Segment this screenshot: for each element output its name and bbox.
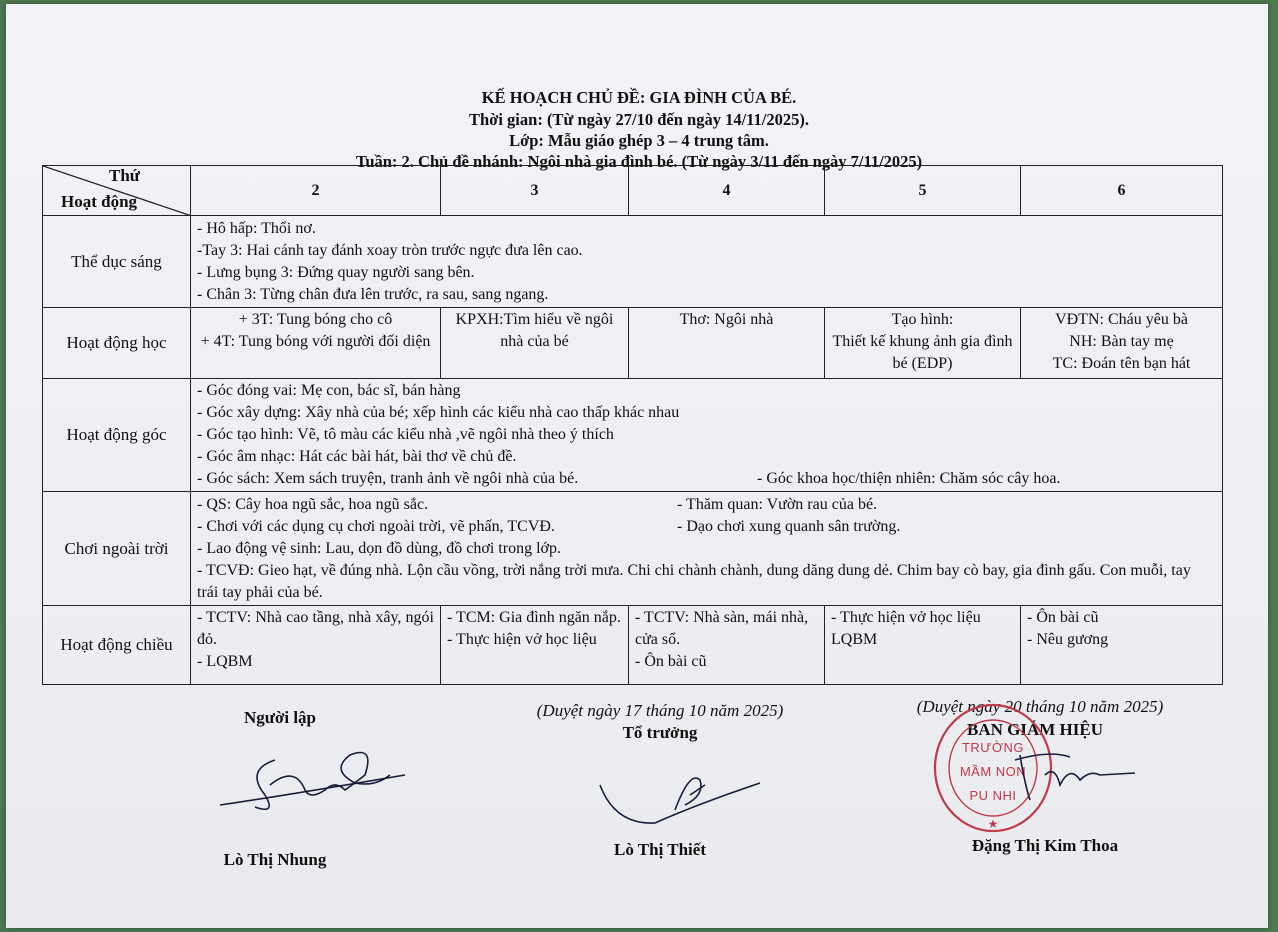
outdoor-content bbox=[191, 492, 1223, 606]
learning-day-4 bbox=[629, 308, 825, 379]
group-leader-title: Tổ trưởng bbox=[622, 723, 698, 742]
day-3-header: 3 bbox=[441, 166, 629, 216]
corner-day-label: Thứ bbox=[109, 166, 140, 185]
afternoon-day-6-line-1: - Ôn bài cũ bbox=[1027, 609, 1099, 627]
corner-books: - Góc sách: Xem sách truyện, tranh ảnh về ngôi nhà của bé. bbox=[197, 470, 579, 488]
afternoon-label: Hoạt động chiều bbox=[43, 606, 191, 685]
learning-day-4-line-1: Thơ: Ngôi nhà bbox=[679, 311, 774, 329]
learning-day-5-line-2: Thiết kế khung ảnh gia đình bé (EDP) bbox=[832, 333, 1013, 373]
corner-activity-content bbox=[191, 378, 1223, 492]
afternoon-day-5 bbox=[825, 606, 1021, 685]
day-2-header: 2 bbox=[191, 166, 441, 216]
morning-exercise-label: Thể dục sáng bbox=[43, 216, 191, 308]
learning-day-3-line-1: KPXH:Tìm hiểu về ngôi nhà của bé bbox=[455, 311, 614, 351]
learning-day-6-line-1: VĐTN: Cháu yêu bà bbox=[1055, 311, 1188, 329]
board-signature bbox=[1000, 745, 1140, 805]
morning-line-3: - Lưng bụng 3: Đứng quay người sang bên. bbox=[197, 263, 475, 281]
header-row bbox=[43, 166, 1223, 216]
outdoor-line-1 bbox=[197, 494, 1216, 516]
afternoon-day-4-line-1: - TCTV: Nhà sàn, mái nhà, cửa sổ. bbox=[635, 609, 809, 649]
afternoon-day-6 bbox=[1021, 606, 1223, 685]
learning-day-6-line-2: NH: Bàn tay mẹ bbox=[1069, 333, 1174, 351]
corner-line-2: - Góc xây dựng: Xây nhà của bé; xếp hình các kiểu nhà cao thấp khác nhau bbox=[197, 404, 680, 422]
outdoor-line-2 bbox=[197, 516, 1216, 538]
corner-cell bbox=[43, 166, 191, 216]
author-name: Lò Thị Nhung bbox=[223, 850, 327, 869]
corner-line-4: - Góc âm nhạc: Hát các bài hát, bài thơ về chủ đề. bbox=[197, 448, 517, 466]
morning-line-4: - Chân 3: Từng chân đưa lên trước, ra sau, sang ngang. bbox=[197, 285, 549, 303]
learning-row bbox=[43, 308, 1223, 379]
corner-line-1: - Góc đóng vai: Mẹ con, bác sĩ, bán hàng bbox=[197, 382, 461, 400]
afternoon-day-3-line-1: - TCM: Gia đình ngăn nắp. bbox=[447, 609, 621, 627]
stamp-line-3: PU NHI bbox=[969, 788, 1017, 803]
corner-activity-row bbox=[43, 378, 1223, 492]
learning-label: Hoạt động học bbox=[43, 308, 191, 379]
day-6-header: 6 bbox=[1021, 166, 1223, 216]
board-title: BAN GIÁM HIỆU bbox=[966, 720, 1103, 739]
board-approval-date: (Duyệt ngày 20 tháng 10 năm 2025) bbox=[916, 697, 1164, 716]
learning-day-6-line-3: TC: Đoán tên bạn hát bbox=[1052, 355, 1191, 373]
afternoon-day-5-line-1: - Thực hiện vở học liệu LQBM bbox=[831, 609, 981, 649]
document-title: KẾ HOẠCH CHỦ ĐỀ: GIA ĐÌNH CỦA BÉ. bbox=[481, 88, 797, 107]
week-info: Tuần: 2. Chủ đề nhánh: Ngôi nhà gia đình bé. (Từ ngày 3/11 đến ngày 7/11/2025) bbox=[355, 152, 923, 171]
author-title: Người lập bbox=[243, 708, 317, 727]
outdoor-visit: - Thăm quan: Vườn rau của bé. bbox=[677, 495, 878, 513]
learning-day-2-line-2: + 4T: Tung bóng với người đối diện bbox=[200, 333, 431, 351]
afternoon-day-4-line-2: - Ôn bài cũ bbox=[635, 653, 707, 671]
outdoor-line-4: - TCVĐ: Gieo hạt, về đúng nhà. Lộn cầu vồng, trời nắng trời mưa. Chi chi chành chành, dung dăng dung dẻ. Chim bay cò bay, gia đình gấu. Con muỗi, tay trái tay phải của bé. bbox=[197, 561, 1191, 601]
outdoor-label: Chơi ngoài trời bbox=[43, 492, 191, 606]
learning-day-6 bbox=[1021, 308, 1223, 379]
group-leader-signature bbox=[595, 765, 765, 835]
group-approval-date: (Duyệt ngày 17 tháng 10 năm 2025) bbox=[536, 701, 784, 720]
corner-line-3: - Góc tạo hình: Vẽ, tô màu các kiểu nhà ,vẽ ngôi nhà theo ý thích bbox=[197, 426, 614, 444]
learning-day-2-line-1: + 3T: Tung bóng cho cô bbox=[238, 311, 393, 329]
outdoor-line-3: - Lao động vệ sinh: Lau, dọn đồ dùng, đồ chơi trong lớp. bbox=[197, 539, 561, 557]
learning-day-2 bbox=[191, 308, 441, 379]
morning-line-2: -Tay 3: Hai cánh tay đánh xoay tròn trước ngực đưa lên cao. bbox=[197, 241, 583, 259]
day-4-header: 4 bbox=[629, 166, 825, 216]
afternoon-day-2-line-1: - TCTV: Nhà cao tầng, nhà xây, ngói đỏ. bbox=[197, 609, 434, 649]
time-range: Thời gian: (Từ ngày 27/10 đến ngày 14/11/2025). bbox=[469, 110, 809, 129]
outdoor-walk: - Dạo chơi xung quanh sân trường. bbox=[677, 517, 901, 535]
plan-table bbox=[42, 165, 1223, 685]
afternoon-day-2 bbox=[191, 606, 441, 685]
learning-day-5 bbox=[825, 308, 1021, 379]
corner-science: - Góc khoa học/thiện nhiên: Chăm sóc cây hoa. bbox=[757, 470, 1061, 488]
learning-day-3 bbox=[441, 308, 629, 379]
outdoor-observe: - QS: Cây hoa ngũ sắc, hoa ngũ sắc. bbox=[197, 495, 429, 513]
class-info: Lớp: Mẫu giáo ghép 3 – 4 trung tâm. bbox=[509, 131, 769, 150]
board-name: Đặng Thị Kim Thoa bbox=[971, 836, 1119, 855]
author-signature bbox=[215, 735, 415, 820]
afternoon-day-4 bbox=[629, 606, 825, 685]
outdoor-row bbox=[43, 492, 1223, 606]
afternoon-day-2-line-2: - LQBM bbox=[197, 653, 253, 671]
stamp-line-2: MẦM NON bbox=[959, 764, 1027, 779]
morning-line-1: - Hô hấp: Thổi nơ. bbox=[197, 219, 316, 237]
corner-activity-label: Hoạt động góc bbox=[43, 378, 191, 492]
afternoon-row bbox=[43, 606, 1223, 685]
corner-line-5 bbox=[197, 468, 1216, 490]
morning-exercise-row bbox=[43, 216, 1223, 308]
afternoon-day-3 bbox=[441, 606, 629, 685]
afternoon-day-3-line-2: - Thực hiện vở học liệu bbox=[447, 631, 597, 649]
learning-day-5-line-1: Tạo hình: bbox=[891, 311, 954, 329]
group-leader-name: Lò Thị Thiết bbox=[614, 840, 706, 859]
outdoor-play: - Chơi với các dụng cụ chơi ngoài trời, vẽ phấn, TCVĐ. bbox=[197, 517, 555, 535]
afternoon-day-6-line-2: - Nêu gương bbox=[1027, 631, 1109, 649]
corner-activity-label: Hoạt động bbox=[61, 192, 138, 212]
svg-text:★: ★ bbox=[987, 817, 999, 831]
morning-exercise-content bbox=[191, 216, 1223, 308]
day-5-header: 5 bbox=[825, 166, 1021, 216]
stamp-line-1: TRƯỜNG bbox=[961, 740, 1025, 755]
